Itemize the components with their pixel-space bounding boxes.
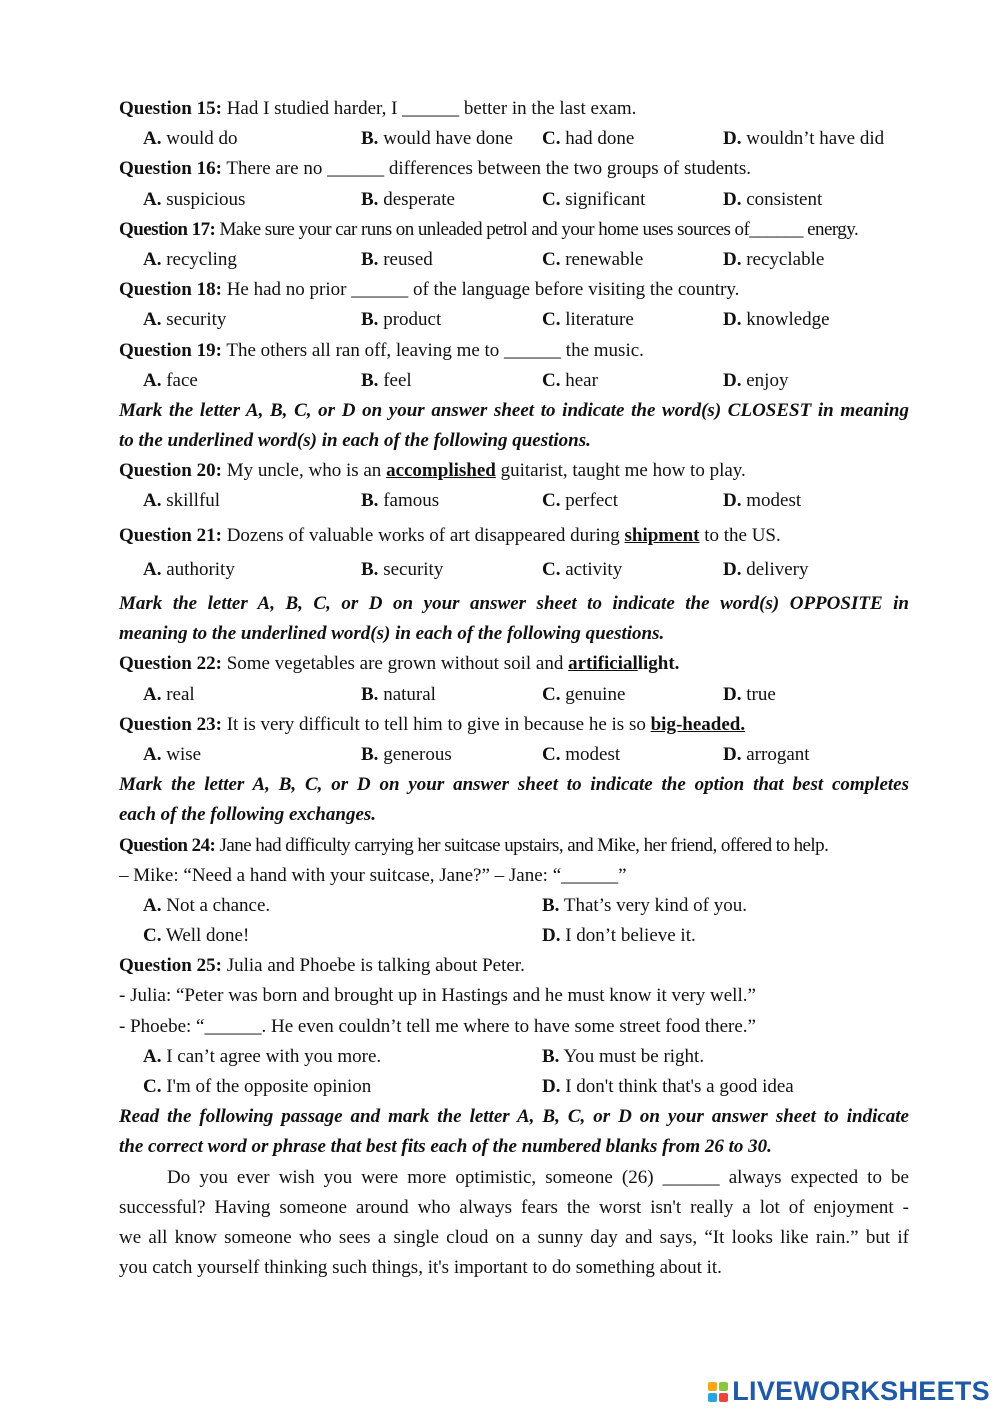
option-c[interactable]: C. significant <box>542 188 646 210</box>
option-a[interactable]: A. recycling <box>143 248 237 270</box>
question-stem <box>119 275 909 305</box>
question-label: Question 22: <box>119 653 222 675</box>
question-text: to the US. <box>704 524 781 546</box>
question-text: The others all ran off, leaving me to ______ the music. <box>226 339 644 361</box>
question-label: Question 15: <box>119 98 222 119</box>
question-text: There are no ______ differences between the two groups of students. <box>226 158 751 180</box>
option-d[interactable]: D. recyclable <box>723 248 825 270</box>
logo-square <box>719 1382 728 1391</box>
question-20-stem <box>119 456 909 486</box>
instruction-opposite-line-2: meaning to the underlined word(s) in each of the following questions. <box>119 623 665 645</box>
underlined-word: accomplished <box>386 460 496 482</box>
question-22-options <box>119 680 909 710</box>
question-label: Question 24: <box>119 834 216 856</box>
question-22-stem <box>119 649 909 679</box>
option-c[interactable]: C. perfect <box>542 490 618 512</box>
question-text: light. <box>637 653 680 675</box>
option-b[interactable]: B. security <box>361 558 444 580</box>
option-d[interactable]: D. enjoy <box>723 369 789 391</box>
option-a[interactable]: A. authority <box>143 558 235 580</box>
option-a[interactable]: A. skillful <box>143 490 221 512</box>
question-label: Question 17: <box>119 218 216 240</box>
option-b[interactable]: B. desperate <box>361 188 455 210</box>
question-23-stem <box>119 710 909 740</box>
passage-line-3: we all know someone who sees a single cloud on a sunny day and says, “It looks like rain.” but if <box>119 1226 909 1248</box>
logo-square <box>708 1393 717 1402</box>
option-a[interactable]: A. would do <box>143 128 238 150</box>
question-text: Jane had difficulty carrying her suitcase upstairs, and Mike, her friend, offered to help. <box>219 834 829 856</box>
logo-square <box>708 1382 717 1391</box>
question-25-options-row-2 <box>119 1072 909 1102</box>
question-25-stem <box>119 951 909 981</box>
option-b[interactable]: B. product <box>361 309 442 331</box>
question-23-options <box>119 740 909 770</box>
question-options <box>119 124 909 154</box>
question-label: Question 18: <box>119 279 222 301</box>
question-20-options <box>119 486 909 516</box>
underlined-word: shipment <box>624 524 700 546</box>
option-c[interactable]: C. renewable <box>542 248 644 270</box>
logo-text: LIVEWORKSHEETS <box>732 1376 990 1406</box>
option-b[interactable]: B. reused <box>361 248 433 270</box>
question-stem <box>119 215 909 245</box>
liveworksheets-logo <box>708 1376 990 1407</box>
option-b[interactable]: B. You must be right. <box>542 1045 705 1067</box>
option-d[interactable]: D. arrogant <box>723 743 810 765</box>
option-b[interactable]: B. feel <box>361 369 412 391</box>
instruction-exchange-line-2: each of the following exchanges. <box>119 804 377 826</box>
question-24-stem <box>119 831 909 861</box>
option-d[interactable]: D. I don’t believe it. <box>542 925 696 947</box>
option-c[interactable]: C. I'm of the opposite opinion <box>143 1076 372 1097</box>
option-c[interactable]: C. had done <box>542 128 635 150</box>
logo-squares-icon <box>708 1382 728 1402</box>
option-b[interactable]: B. natural <box>361 683 436 705</box>
instruction-passage-line-1: Read the following passage and mark the letter A, B, C, or D on your answer sheet to indicate <box>119 1106 909 1128</box>
instruction-opposite-line-1: Mark the letter A, B, C, or D on your answer sheet to indicate the word(s) OPPOSITE in <box>119 593 909 614</box>
option-d[interactable]: D. I don't think that's a good idea <box>542 1076 794 1097</box>
question-label: Question 20: <box>119 460 222 482</box>
question-24-dialogue: – Mike: “Need a hand with your suitcase, Jane?” – Jane: “______” <box>119 864 627 886</box>
question-options <box>119 185 909 215</box>
question-25-options-row-1 <box>119 1042 909 1072</box>
question-label: Question 25: <box>119 955 222 977</box>
question-24-options-row-2 <box>119 921 909 951</box>
option-d[interactable]: D. modest <box>723 490 802 512</box>
option-a[interactable]: A. face <box>143 369 198 391</box>
passage-line-4: you catch yourself thinking such things, it's important to do something about it. <box>119 1257 722 1279</box>
question-label: Question 23: <box>119 713 222 735</box>
option-a[interactable]: A. Not a chance. <box>143 894 271 916</box>
question-text: guitarist, taught me how to play. <box>500 460 746 482</box>
instruction-exchange-line-1: Mark the letter A, B, C, or D on your answer sheet to indicate the option that best completes <box>119 774 909 796</box>
question-options <box>119 245 909 275</box>
option-c[interactable]: C. modest <box>542 743 621 765</box>
question-text: Some vegetables are grown without soil and <box>226 653 564 675</box>
underlined-word: artificial <box>568 653 638 675</box>
option-c[interactable]: C. Well done! <box>143 925 250 947</box>
logo-square <box>719 1393 728 1402</box>
instruction-closest-line-2: to the underlined word(s) in each of the following questions. <box>119 430 591 452</box>
question-25-dialogue-phoebe: - Phoebe: “______. He even couldn’t tell me where to have some street food there.” <box>119 1015 756 1037</box>
questions-15-19 <box>119 94 909 396</box>
question-options <box>119 305 909 335</box>
option-a[interactable]: A. real <box>143 683 195 705</box>
question-stem <box>119 94 909 124</box>
option-c[interactable]: C. activity <box>542 558 623 580</box>
question-text: Had I studied harder, I ______ better in the last exam. <box>226 98 637 119</box>
question-stem <box>119 154 909 184</box>
option-b[interactable]: B. That’s very kind of you. <box>542 894 747 916</box>
passage-line-1: Do you ever wish you were more optimistic, someone (26) ______ always expected to be <box>167 1166 909 1188</box>
option-d[interactable]: D. delivery <box>723 558 809 580</box>
option-c[interactable]: C. literature <box>542 309 634 331</box>
question-label: Question 16: <box>119 158 222 180</box>
option-b[interactable]: B. would have done <box>361 128 513 150</box>
option-a[interactable]: A. wise <box>143 743 202 765</box>
worksheet-page <box>119 94 909 1283</box>
option-c[interactable]: C. genuine <box>542 683 626 705</box>
question-text: Make sure your car runs on unleaded petrol and your home uses sources of______ energy. <box>219 218 859 240</box>
option-b[interactable]: B. famous <box>361 490 440 512</box>
passage-line-2: successful? Having someone around who always fears the worst isn't really a lot of enjoyment - <box>119 1196 909 1218</box>
question-label: Question 19: <box>119 339 222 361</box>
question-21-stem <box>119 521 909 551</box>
option-a[interactable]: A. I can’t agree with you more. <box>143 1045 382 1067</box>
option-d[interactable]: D. true <box>723 683 776 705</box>
option-d[interactable]: D. wouldn’t have did <box>723 128 885 150</box>
question-options <box>119 366 909 396</box>
option-d[interactable]: D. consistent <box>723 188 823 210</box>
question-21-options <box>119 555 909 585</box>
option-c[interactable]: C. hear <box>542 369 598 391</box>
instruction-passage-line-2: the correct word or phrase that best fits each of the numbered blanks from 26 to 30. <box>119 1136 772 1158</box>
option-d[interactable]: D. knowledge <box>723 309 830 331</box>
option-a[interactable]: A. suspicious <box>143 188 246 210</box>
question-text: Dozens of valuable works of art disappeared during <box>226 524 620 546</box>
question-text: It is very difficult to tell him to give in because he is so <box>226 713 646 735</box>
option-b[interactable]: B. generous <box>361 743 452 765</box>
instruction-closest-line-1: Mark the letter A, B, C, or D on your answer sheet to indicate the word(s) CLOSEST in meaning <box>119 399 909 421</box>
question-25-dialogue-julia: - Julia: “Peter was born and brought up in Hastings and he must know it very well.” <box>119 985 756 1007</box>
option-a[interactable]: A. security <box>143 309 227 331</box>
question-stem <box>119 336 909 366</box>
question-text: He had no prior ______ of the language before visiting the country. <box>226 279 740 301</box>
question-label: Question 21: <box>119 524 222 546</box>
question-24-options-row-1 <box>119 891 909 921</box>
question-text: Julia and Phoebe is talking about Peter. <box>226 955 525 977</box>
underlined-word: big-headed. <box>650 713 746 735</box>
question-text: My uncle, who is an <box>226 460 382 482</box>
